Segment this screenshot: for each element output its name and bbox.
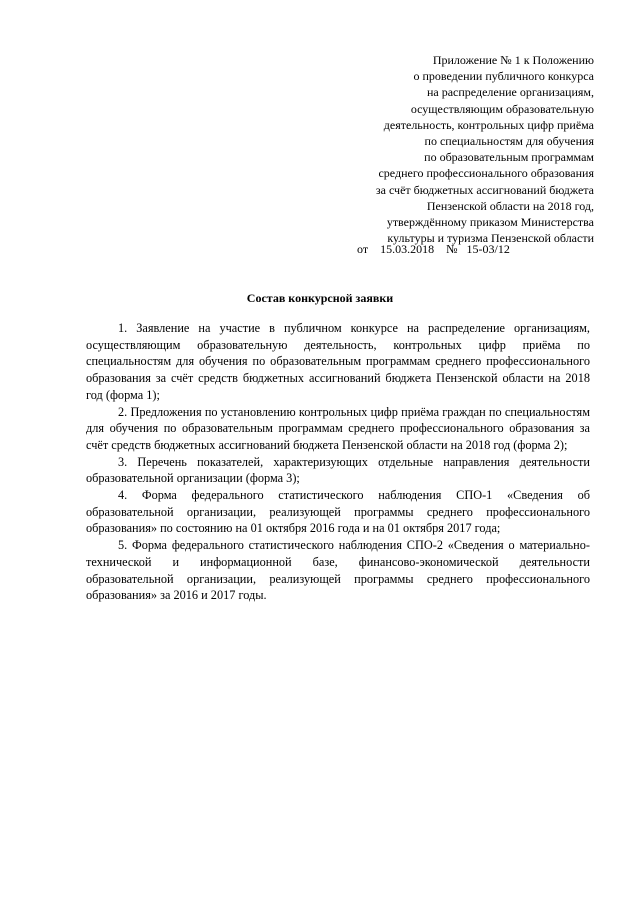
list-item: 3. Перечень показателей, характеризующих отдельные направления деятельности образовательной организации (форма 3); (86, 454, 590, 486)
order-date: 15.03.2018 (380, 242, 435, 256)
header-line: культуры и туризма Пензенской области (387, 231, 594, 246)
document-body (86, 320, 590, 604)
header-line: деятельность, контрольных цифр приёма (383, 117, 594, 132)
header-line: по специальностям для обучения (424, 134, 594, 149)
date-prefix: от (357, 242, 369, 256)
header-line: по образовательным программам (424, 150, 594, 165)
header-line: утверждённому приказом Министерства (386, 215, 594, 230)
list-item: 5. Форма федерального статистического наблюдения СПО-2 «Сведения о материально-технической и информационной базе, финансово-экономической деятельности образовательной организации, реализующей программы среднего профессионального образования» за 2016 и 2017 годы. (86, 538, 590, 603)
number-sign: № (446, 242, 458, 256)
list-item: 4. Форма федерального статистического наблюдения СПО-1 «Сведения об образовательной организации, реализующей программы среднего профессионального образования» по состоянию на 01 октября 2016 года и на 01 октября 2017 года; (86, 488, 590, 536)
header-line: о проведении публичного конкурса (413, 69, 594, 84)
document-title: Состав конкурсной заявки (246, 291, 394, 305)
order-date-line (357, 241, 510, 257)
header-line: на распределение организациям, (426, 85, 594, 100)
list-item: 1. Заявление на участие в публичном конкурсе на распределение организациям, осуществляющим образовательную деятельность, контрольных цифр приёма по специальностям для обучения по образовательным программам среднего профессионального образования за счёт средств бюджетных ассигнований бюджета Пензенской области на 2018 год (форма 1); (86, 321, 590, 402)
header-line: осуществляющим образовательную (410, 101, 594, 116)
appendix-header (294, 52, 594, 246)
header-line: Приложение № 1 к Положению (432, 53, 594, 67)
order-number: 15-03/12 (466, 242, 510, 256)
header-line: Пензенской области на 2018 год, (426, 198, 594, 213)
list-item: 2. Предложения по установлению контрольных цифр приёма граждан по специальностям для обучения по образовательным программам среднего профессионального образования за счёт средств бюджетных ассигнований бюджета Пензенской области на 2018 год (форма 2); (86, 404, 590, 452)
header-line: среднего профессионального образования (378, 166, 594, 181)
header-line: за счёт бюджетных ассигнований бюджета (375, 182, 594, 197)
